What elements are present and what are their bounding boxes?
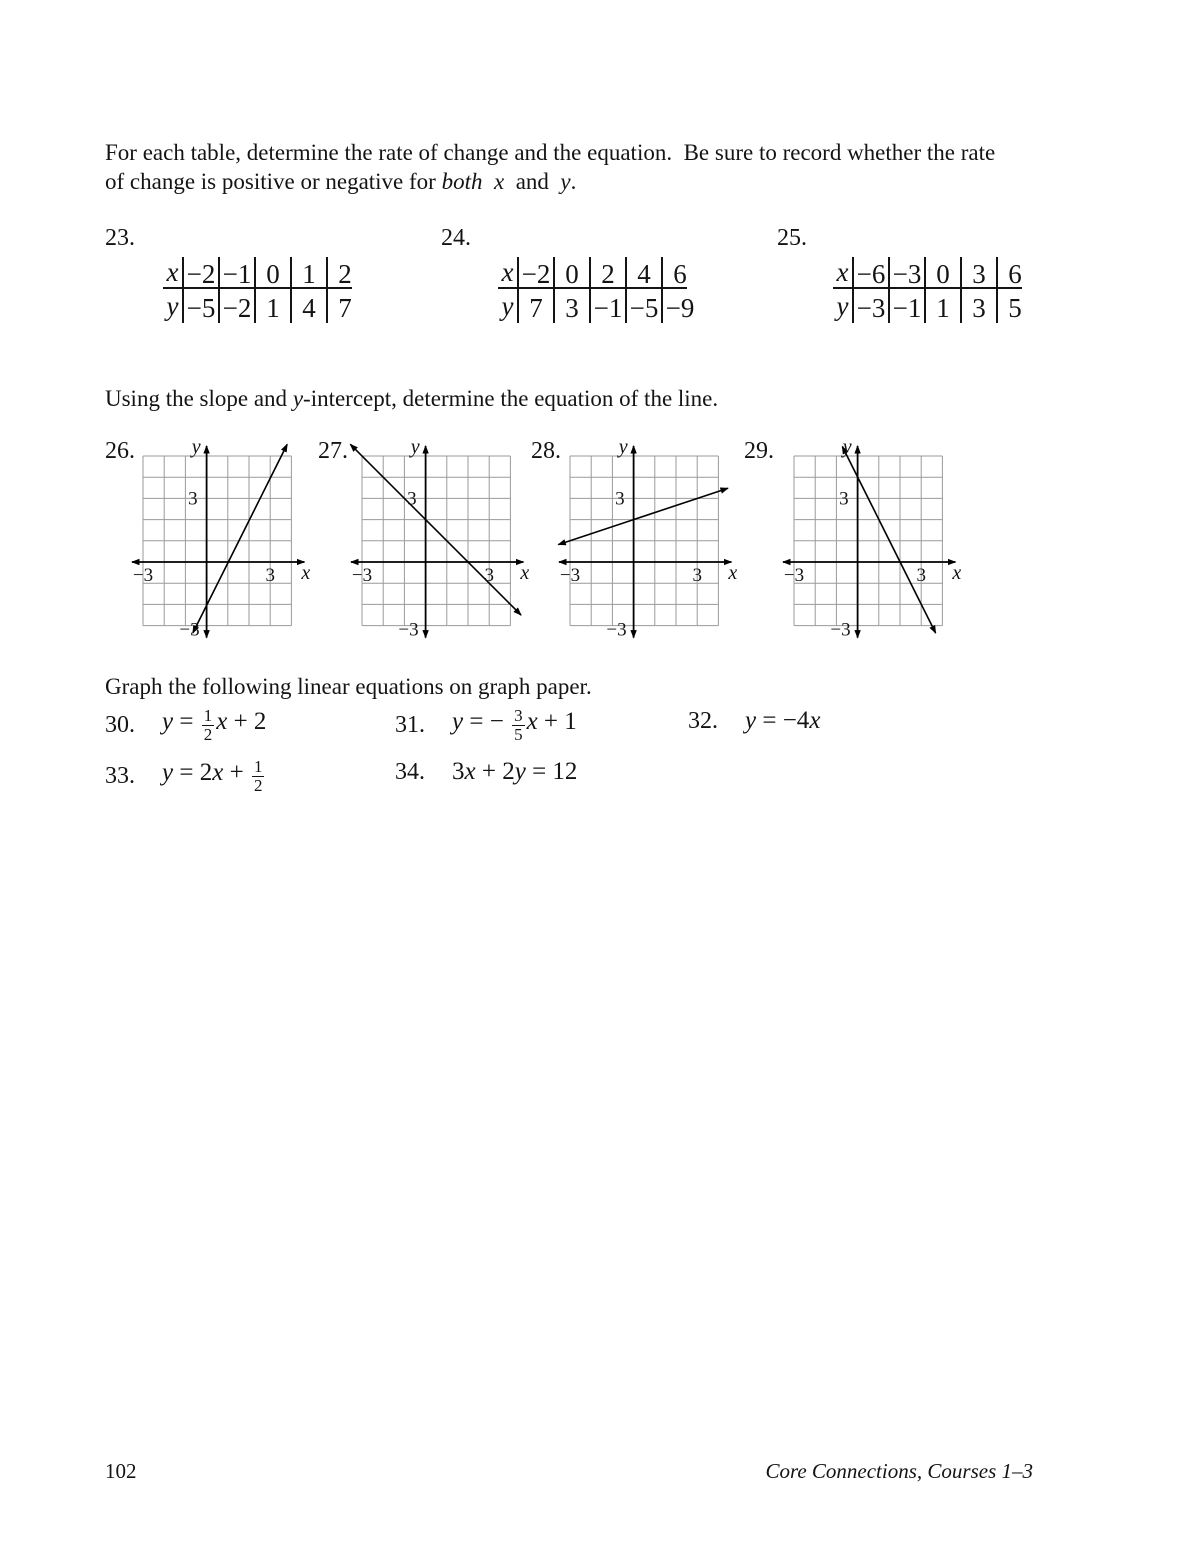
table-x-label: x bbox=[501, 256, 514, 287]
y-tick-3: 3 bbox=[615, 488, 625, 510]
equation-term: + 1 bbox=[537, 707, 577, 735]
italic-segment: x bbox=[493, 168, 505, 194]
y-axis-label: y bbox=[191, 440, 201, 458]
equation-term: = 2 bbox=[173, 758, 213, 786]
fraction-denominator: 2 bbox=[253, 775, 263, 795]
table-cell-x: −1 bbox=[218, 257, 254, 287]
y-tick-neg3: −3 bbox=[830, 619, 851, 641]
math-variable: x bbox=[464, 758, 476, 785]
xy-table-23 bbox=[163, 257, 362, 323]
problem-number-23: 23. bbox=[105, 225, 135, 251]
math-variable: y bbox=[162, 707, 174, 735]
table-cell-y: −1 bbox=[888, 289, 924, 323]
graph-canvas bbox=[338, 440, 538, 656]
graph-canvas bbox=[119, 440, 319, 656]
table-cell-y: 1 bbox=[924, 289, 960, 323]
table-cell-y: 7 bbox=[326, 289, 362, 323]
math-variable: y bbox=[162, 758, 174, 786]
table-row-x bbox=[498, 257, 697, 287]
table-cell-y: −9 bbox=[661, 289, 697, 323]
math-variable: x bbox=[809, 707, 821, 734]
text-segment: of change is positive or negative for bbox=[105, 168, 442, 194]
table-row-y bbox=[833, 289, 1032, 323]
table-cell-x: 0 bbox=[254, 257, 290, 287]
fraction-denominator: 2 bbox=[203, 724, 213, 744]
equation-term: = bbox=[173, 707, 200, 735]
graph-27 bbox=[338, 440, 538, 656]
text-segment: -intercept, determine the equation of the line. bbox=[303, 386, 719, 411]
table-row-y bbox=[163, 289, 362, 323]
x-tick-neg3: −3 bbox=[783, 565, 805, 586]
math-variable: y bbox=[452, 707, 464, 735]
equation-item-34 bbox=[395, 758, 577, 786]
table-cell-y: −2 bbox=[218, 289, 254, 323]
xy-table-24 bbox=[498, 257, 697, 323]
table-cell-x: 3 bbox=[960, 257, 996, 287]
x-tick-neg3: −3 bbox=[351, 565, 373, 586]
table-cell-x: 0 bbox=[924, 257, 960, 287]
table-cell-y: −5 bbox=[625, 289, 661, 323]
equation-expression bbox=[162, 758, 266, 795]
graph-26 bbox=[119, 440, 319, 656]
graph-28 bbox=[546, 440, 746, 656]
fraction bbox=[252, 758, 265, 795]
grid-lines bbox=[570, 456, 718, 626]
y-axis-label: y bbox=[842, 440, 852, 458]
equation-term: + bbox=[223, 758, 250, 786]
text-segment: and bbox=[504, 168, 561, 194]
equation-term: 3 bbox=[452, 758, 465, 785]
y-tick-3: 3 bbox=[407, 488, 417, 510]
table-cell-x: −2 bbox=[182, 257, 218, 287]
plotted-line bbox=[558, 488, 728, 544]
equation-expression bbox=[452, 707, 577, 744]
table-cell-x: −3 bbox=[888, 257, 924, 287]
text-segment: . bbox=[570, 168, 577, 194]
table-row-y bbox=[498, 289, 697, 323]
table-cell-x: 2 bbox=[326, 257, 362, 287]
y-axis-label: y bbox=[618, 440, 628, 458]
problem-number-32: 32. bbox=[688, 707, 718, 734]
x-axis-label: x bbox=[520, 562, 530, 584]
equation-item-31 bbox=[395, 707, 577, 744]
problem-number-26: 26. bbox=[105, 438, 135, 464]
table-y-label: y bbox=[166, 290, 179, 321]
x-tick-3: 3 bbox=[692, 565, 702, 586]
table-cell-x: 0 bbox=[553, 257, 589, 287]
text-segment: Using the slope and bbox=[105, 386, 293, 411]
table-cell-x: −6 bbox=[852, 257, 888, 287]
plotted-line bbox=[350, 444, 521, 615]
table-cell-y: −3 bbox=[852, 289, 888, 323]
equations-instruction: Graph the following linear equations on graph paper. bbox=[105, 674, 592, 699]
math-variable: x bbox=[212, 758, 224, 786]
problem-number-31: 31. bbox=[395, 711, 425, 738]
graph-canvas bbox=[770, 440, 970, 656]
math-variable: y bbox=[514, 758, 526, 785]
equation-term: = − bbox=[463, 707, 511, 735]
intro-paragraph bbox=[105, 139, 1045, 196]
fraction-numerator: 3 bbox=[514, 706, 523, 725]
equation-term: = 12 bbox=[525, 758, 578, 785]
table-cell-x: −2 bbox=[517, 257, 553, 287]
math-variable: x bbox=[526, 707, 538, 735]
equation-expression bbox=[452, 758, 577, 786]
y-tick-neg3: −3 bbox=[606, 619, 627, 641]
slope-instruction bbox=[105, 386, 718, 412]
y-tick-3: 3 bbox=[188, 488, 198, 510]
xy-table-25 bbox=[833, 257, 1032, 323]
table-cell-y: 4 bbox=[290, 289, 326, 323]
x-axis-label: x bbox=[301, 562, 311, 584]
equation-expression bbox=[745, 707, 820, 735]
x-tick-neg3: −3 bbox=[559, 565, 581, 586]
grid-lines bbox=[794, 456, 942, 626]
table-cell-x: 4 bbox=[625, 257, 661, 287]
table-x-label: x bbox=[836, 256, 849, 287]
table-cell-x: 2 bbox=[589, 257, 625, 287]
table-cell-y: 5 bbox=[996, 289, 1032, 323]
intro-line-2 bbox=[105, 168, 1045, 197]
equation-term: = −4 bbox=[756, 707, 810, 734]
table-row-x bbox=[833, 257, 1032, 287]
equation-item-30 bbox=[105, 707, 266, 744]
graph-29 bbox=[770, 440, 970, 656]
problem-number-29: 29. bbox=[744, 438, 774, 464]
equation-expression bbox=[162, 707, 266, 744]
fraction-numerator: 1 bbox=[253, 757, 263, 776]
y-tick-3: 3 bbox=[839, 488, 849, 510]
fraction-numerator: 1 bbox=[203, 706, 213, 725]
text-segment bbox=[482, 169, 494, 194]
problem-number-34: 34. bbox=[395, 758, 425, 785]
math-variable: x bbox=[216, 707, 228, 735]
table-cell-y: 1 bbox=[254, 289, 290, 323]
table-cell-y: −1 bbox=[589, 289, 625, 323]
table-cell-x: 6 bbox=[996, 257, 1032, 287]
page-number: 102 bbox=[105, 1459, 137, 1483]
graph-canvas bbox=[546, 440, 746, 656]
equation-item-32 bbox=[688, 707, 820, 735]
x-tick-3: 3 bbox=[916, 565, 926, 586]
problem-number-30: 30. bbox=[105, 711, 135, 738]
table-x-label: x bbox=[166, 256, 179, 287]
problem-number-25: 25. bbox=[777, 225, 807, 251]
problem-number-28: 28. bbox=[531, 438, 561, 464]
table-cell-y: 7 bbox=[517, 289, 553, 323]
problem-number-33: 33. bbox=[105, 762, 135, 789]
math-variable: y bbox=[745, 707, 757, 734]
table-cell-y: 3 bbox=[960, 289, 996, 323]
italic-segment: both bbox=[441, 168, 483, 194]
italic-segment: y bbox=[292, 386, 304, 411]
x-axis-label: x bbox=[952, 562, 962, 584]
problem-number-27: 27. bbox=[318, 438, 348, 464]
table-cell-y: 3 bbox=[553, 289, 589, 323]
table-cell-x: 1 bbox=[290, 257, 326, 287]
x-tick-neg3: −3 bbox=[132, 565, 154, 586]
fraction-denominator: 5 bbox=[514, 724, 523, 744]
table-y-label: y bbox=[836, 290, 849, 321]
equation-term: + 2 bbox=[475, 758, 515, 785]
table-cell-x: 6 bbox=[661, 257, 697, 287]
y-axis-label: y bbox=[410, 440, 420, 458]
fraction bbox=[202, 707, 215, 744]
fraction bbox=[512, 707, 525, 744]
intro-line-1: For each table, determine the rate of change and the equation. Be sure to record whether the rate bbox=[105, 140, 996, 165]
x-axis-label: x bbox=[728, 562, 738, 584]
y-tick-neg3: −3 bbox=[179, 619, 200, 641]
table-cell-y: −5 bbox=[182, 289, 218, 323]
italic-segment: y bbox=[560, 168, 571, 194]
x-tick-3: 3 bbox=[484, 565, 494, 586]
grid-lines bbox=[362, 456, 510, 626]
problem-number-24: 24. bbox=[441, 225, 471, 251]
equation-term: + 2 bbox=[227, 707, 267, 735]
table-y-label: y bbox=[501, 290, 514, 321]
table-row-x bbox=[163, 257, 362, 287]
y-tick-neg3: −3 bbox=[398, 619, 419, 641]
equation-item-33 bbox=[105, 758, 266, 795]
x-tick-3: 3 bbox=[265, 565, 275, 586]
book-title: Core Connections, Courses 1–3 bbox=[765, 1459, 1033, 1483]
